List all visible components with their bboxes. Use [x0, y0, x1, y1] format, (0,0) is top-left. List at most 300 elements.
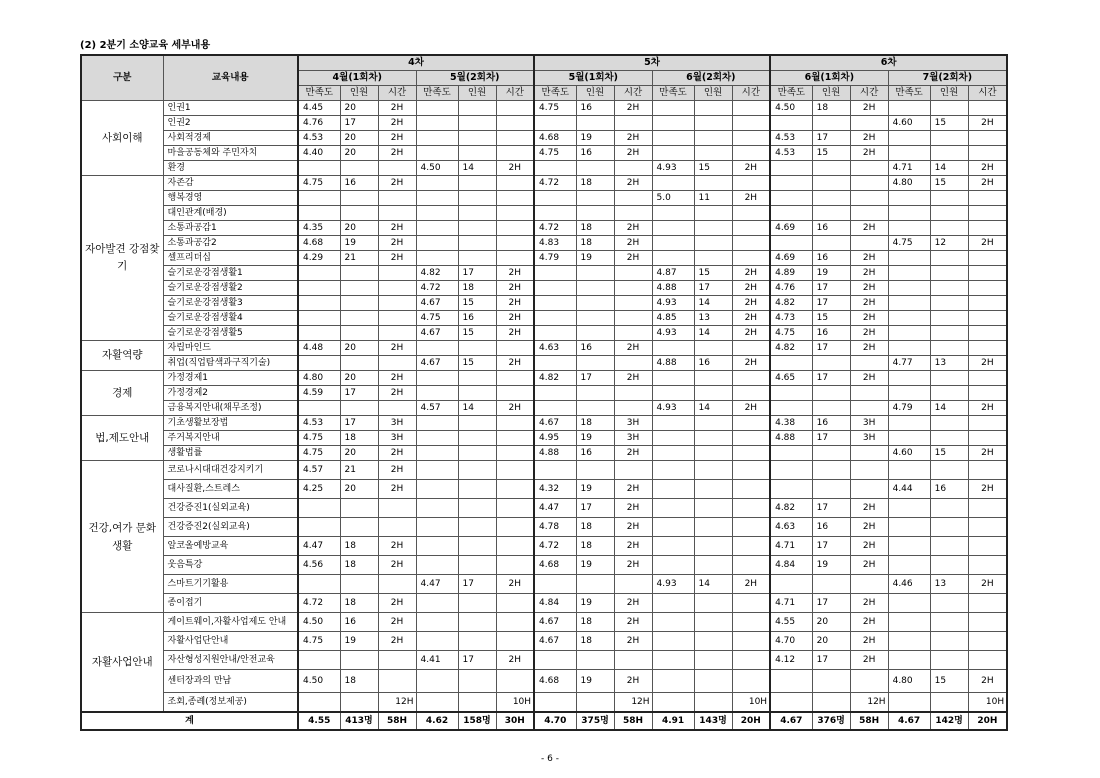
value-cell	[652, 556, 694, 575]
value-cell	[770, 206, 812, 221]
value-cell	[340, 693, 378, 713]
value-cell: 4.72	[416, 281, 458, 296]
value-cell: 4.93	[652, 161, 694, 176]
value-cell	[496, 461, 534, 480]
value-cell	[496, 236, 534, 251]
value-cell: 2H	[614, 518, 652, 537]
value-cell	[732, 416, 770, 431]
value-cell: 2H	[496, 326, 534, 341]
value-cell	[458, 693, 496, 713]
value-cell: 2H	[378, 146, 416, 161]
value-cell: 4.63	[534, 341, 576, 356]
value-cell: 2H	[378, 594, 416, 613]
value-cell	[968, 206, 1007, 221]
table-row	[81, 101, 1007, 116]
value-cell: 4.46	[888, 575, 930, 594]
value-cell: 13	[694, 311, 732, 326]
value-cell: 2H	[732, 161, 770, 176]
value-cell: 14	[458, 401, 496, 416]
value-cell: 2H	[968, 176, 1007, 191]
value-cell	[888, 131, 930, 146]
value-cell	[968, 416, 1007, 431]
header-month: 7월(2회차)	[888, 71, 1007, 86]
value-cell: 16	[812, 221, 850, 236]
value-cell	[652, 146, 694, 161]
value-cell	[614, 461, 652, 480]
value-cell: 2H	[850, 131, 888, 146]
value-cell: 2H	[968, 575, 1007, 594]
value-cell	[416, 116, 458, 131]
value-cell: 4.68	[534, 131, 576, 146]
value-cell	[378, 651, 416, 670]
header-month: 5월(1회차)	[534, 71, 652, 86]
value-cell	[770, 191, 812, 206]
value-cell	[458, 480, 496, 499]
value-cell: 4.82	[770, 499, 812, 518]
value-cell: 4.32	[534, 480, 576, 499]
value-cell: 2H	[850, 266, 888, 281]
value-cell	[496, 176, 534, 191]
content-cell: 스마트기기활용	[163, 575, 298, 594]
value-cell: 4.78	[534, 518, 576, 537]
value-cell	[930, 431, 968, 446]
value-cell: 2H	[614, 341, 652, 356]
header-month: 4월(1회차)	[298, 71, 416, 86]
content-cell: 센터장과의 만남	[163, 670, 298, 693]
value-cell: 14	[930, 161, 968, 176]
value-cell	[694, 416, 732, 431]
total-value: 4.70	[534, 712, 576, 730]
value-cell	[930, 146, 968, 161]
value-cell: 15	[694, 266, 732, 281]
content-cell: 코로나시대대건강지키기	[163, 461, 298, 480]
value-cell	[770, 693, 812, 713]
value-cell: 18	[812, 101, 850, 116]
value-cell: 2H	[732, 401, 770, 416]
content-cell: 슬기로운강점생활2	[163, 281, 298, 296]
value-cell	[576, 461, 614, 480]
header-metric: 인원	[812, 86, 850, 101]
total-value: 58H	[378, 712, 416, 730]
value-cell	[732, 556, 770, 575]
value-cell	[458, 431, 496, 446]
value-cell	[694, 116, 732, 131]
value-cell	[534, 326, 576, 341]
header-month: 5월(2회차)	[416, 71, 534, 86]
value-cell	[534, 161, 576, 176]
value-cell	[458, 251, 496, 266]
value-cell	[732, 176, 770, 191]
value-cell	[930, 221, 968, 236]
value-cell: 4.80	[298, 371, 340, 386]
value-cell: 3H	[614, 431, 652, 446]
value-cell	[614, 401, 652, 416]
table-row	[81, 518, 1007, 537]
value-cell: 4.70	[770, 632, 812, 651]
value-cell	[694, 236, 732, 251]
value-cell	[298, 326, 340, 341]
value-cell	[534, 693, 576, 713]
value-cell	[930, 296, 968, 311]
value-cell: 2H	[378, 613, 416, 632]
value-cell: 12H	[378, 693, 416, 713]
value-cell	[378, 296, 416, 311]
value-cell: 2H	[968, 236, 1007, 251]
table-row	[81, 461, 1007, 480]
value-cell	[378, 499, 416, 518]
value-cell: 12H	[850, 693, 888, 713]
value-cell	[416, 594, 458, 613]
value-cell	[652, 670, 694, 693]
value-cell	[888, 251, 930, 266]
value-cell: 2H	[614, 556, 652, 575]
value-cell	[614, 651, 652, 670]
value-cell	[416, 613, 458, 632]
value-cell	[812, 670, 850, 693]
value-cell: 17	[812, 281, 850, 296]
value-cell	[812, 446, 850, 461]
value-cell: 2H	[968, 401, 1007, 416]
value-cell: 16	[576, 341, 614, 356]
value-cell: 4.50	[416, 161, 458, 176]
value-cell	[652, 480, 694, 499]
value-cell: 18	[576, 537, 614, 556]
value-cell: 19	[812, 556, 850, 575]
value-cell	[694, 221, 732, 236]
value-cell	[416, 131, 458, 146]
value-cell	[968, 296, 1007, 311]
value-cell	[496, 431, 534, 446]
value-cell: 15	[694, 161, 732, 176]
value-cell: 2H	[378, 556, 416, 575]
value-cell: 2H	[968, 446, 1007, 461]
value-cell	[888, 632, 930, 651]
value-cell	[850, 356, 888, 371]
value-cell	[770, 401, 812, 416]
value-cell	[694, 556, 732, 575]
content-cell: 소통과공감1	[163, 221, 298, 236]
value-cell: 10H	[732, 693, 770, 713]
value-cell: 18	[340, 537, 378, 556]
value-cell	[732, 341, 770, 356]
header-metric: 시간	[968, 86, 1007, 101]
value-cell	[340, 575, 378, 594]
value-cell	[458, 206, 496, 221]
value-cell	[458, 146, 496, 161]
value-cell: 2H	[850, 594, 888, 613]
content-cell: 취업(직업탐색과구직기술)	[163, 356, 298, 371]
value-cell: 4.93	[652, 326, 694, 341]
total-value: 4.67	[770, 712, 812, 730]
value-cell	[732, 670, 770, 693]
value-cell: 15	[930, 446, 968, 461]
value-cell: 4.44	[888, 480, 930, 499]
value-cell: 4.72	[298, 594, 340, 613]
value-cell: 2H	[496, 281, 534, 296]
value-cell	[694, 480, 732, 499]
value-cell: 4.76	[770, 281, 812, 296]
value-cell	[652, 632, 694, 651]
value-cell: 4.75	[534, 146, 576, 161]
value-cell: 2H	[850, 371, 888, 386]
value-cell: 4.82	[770, 296, 812, 311]
value-cell	[888, 266, 930, 281]
value-cell: 4.56	[298, 556, 340, 575]
table-row	[81, 613, 1007, 632]
value-cell	[968, 146, 1007, 161]
value-cell	[378, 575, 416, 594]
value-cell: 4.72	[534, 537, 576, 556]
value-cell	[652, 446, 694, 461]
value-cell: 4.87	[652, 266, 694, 281]
table-row	[81, 537, 1007, 556]
value-cell: 2H	[850, 311, 888, 326]
value-cell	[888, 221, 930, 236]
value-cell: 2H	[732, 266, 770, 281]
value-cell: 2H	[968, 356, 1007, 371]
content-cell: 조회,종례(정보제공)	[163, 693, 298, 713]
value-cell: 4.75	[888, 236, 930, 251]
value-cell	[652, 116, 694, 131]
value-cell	[652, 236, 694, 251]
value-cell	[968, 326, 1007, 341]
value-cell: 2H	[850, 556, 888, 575]
value-cell	[652, 537, 694, 556]
content-cell: 종이접기	[163, 594, 298, 613]
value-cell	[812, 480, 850, 499]
value-cell	[930, 341, 968, 356]
value-cell: 20	[812, 613, 850, 632]
value-cell	[340, 161, 378, 176]
value-cell: 4.93	[652, 296, 694, 311]
value-cell: 4.95	[534, 431, 576, 446]
value-cell: 4.53	[298, 416, 340, 431]
value-cell: 19	[576, 131, 614, 146]
value-cell: 17	[812, 594, 850, 613]
value-cell	[968, 131, 1007, 146]
value-cell: 3H	[378, 416, 416, 431]
table-row	[81, 251, 1007, 266]
value-cell: 20	[340, 146, 378, 161]
value-cell	[576, 281, 614, 296]
table-row	[81, 131, 1007, 146]
value-cell: 21	[340, 461, 378, 480]
value-cell: 4.71	[770, 537, 812, 556]
value-cell: 4.84	[770, 556, 812, 575]
value-cell: 19	[576, 480, 614, 499]
table-row	[81, 480, 1007, 499]
value-cell	[614, 386, 652, 401]
value-cell	[458, 116, 496, 131]
value-cell: 2H	[850, 499, 888, 518]
value-cell	[458, 341, 496, 356]
value-cell: 4.69	[770, 221, 812, 236]
value-cell	[576, 575, 614, 594]
value-cell	[298, 266, 340, 281]
value-cell	[534, 296, 576, 311]
value-cell: 20	[812, 632, 850, 651]
value-cell	[968, 341, 1007, 356]
table-row	[81, 594, 1007, 613]
value-cell: 17	[812, 431, 850, 446]
value-cell	[378, 670, 416, 693]
value-cell: 2H	[614, 499, 652, 518]
value-cell	[930, 266, 968, 281]
value-cell	[888, 693, 930, 713]
value-cell	[770, 575, 812, 594]
value-cell	[694, 386, 732, 401]
value-cell: 4.72	[534, 176, 576, 191]
value-cell	[732, 116, 770, 131]
total-value: 58H	[614, 712, 652, 730]
value-cell	[496, 480, 534, 499]
value-cell: 17	[812, 499, 850, 518]
value-cell	[850, 116, 888, 131]
value-cell	[930, 632, 968, 651]
value-cell	[496, 518, 534, 537]
value-cell	[458, 416, 496, 431]
value-cell	[968, 537, 1007, 556]
value-cell	[576, 326, 614, 341]
value-cell: 17	[458, 266, 496, 281]
category-cell: 자아발견 강점찾기	[81, 176, 163, 341]
table-row	[81, 341, 1007, 356]
total-value: 30H	[496, 712, 534, 730]
header-gubun: 구분	[81, 55, 163, 101]
value-cell	[732, 236, 770, 251]
value-cell: 14	[694, 296, 732, 311]
value-cell: 18	[576, 221, 614, 236]
value-cell	[340, 266, 378, 281]
value-cell	[968, 221, 1007, 236]
value-cell: 4.40	[298, 146, 340, 161]
value-cell: 2H	[378, 461, 416, 480]
header-metric: 인원	[458, 86, 496, 101]
content-cell: 행복경영	[163, 191, 298, 206]
value-cell	[576, 401, 614, 416]
table-row	[81, 499, 1007, 518]
value-cell: 19	[576, 431, 614, 446]
table-row	[81, 296, 1007, 311]
value-cell: 2H	[614, 537, 652, 556]
value-cell: 15	[812, 146, 850, 161]
value-cell: 2H	[850, 537, 888, 556]
value-cell: 17	[812, 341, 850, 356]
value-cell: 2H	[732, 356, 770, 371]
value-cell	[458, 537, 496, 556]
value-cell	[576, 386, 614, 401]
content-cell: 슬기로운강점생활4	[163, 311, 298, 326]
value-cell: 18	[576, 416, 614, 431]
value-cell	[340, 518, 378, 537]
value-cell	[340, 651, 378, 670]
value-cell	[770, 386, 812, 401]
value-cell: 2H	[614, 613, 652, 632]
content-cell: 인권1	[163, 101, 298, 116]
value-cell: 18	[458, 281, 496, 296]
value-cell: 4.53	[298, 131, 340, 146]
value-cell	[968, 281, 1007, 296]
value-cell: 4.71	[770, 594, 812, 613]
value-cell	[458, 386, 496, 401]
value-cell: 2H	[968, 116, 1007, 131]
value-cell: 4.67	[416, 296, 458, 311]
value-cell: 4.12	[770, 651, 812, 670]
value-cell: 4.29	[298, 251, 340, 266]
table-row	[81, 401, 1007, 416]
value-cell: 15	[930, 176, 968, 191]
value-cell: 17	[694, 281, 732, 296]
value-cell	[850, 670, 888, 693]
value-cell	[652, 499, 694, 518]
value-cell	[496, 632, 534, 651]
value-cell	[496, 499, 534, 518]
value-cell	[458, 101, 496, 116]
table-row	[81, 632, 1007, 651]
value-cell: 20	[340, 131, 378, 146]
value-cell	[416, 480, 458, 499]
value-cell	[458, 236, 496, 251]
value-cell	[576, 311, 614, 326]
value-cell	[340, 401, 378, 416]
content-cell: 게이트웨이,자활사업제도 안내	[163, 613, 298, 632]
value-cell: 4.79	[888, 401, 930, 416]
value-cell	[340, 311, 378, 326]
total-value: 375명	[576, 712, 614, 730]
value-cell	[732, 206, 770, 221]
value-cell: 20	[340, 221, 378, 236]
total-value: 158명	[458, 712, 496, 730]
value-cell	[694, 146, 732, 161]
value-cell: 4.72	[534, 221, 576, 236]
value-cell	[416, 499, 458, 518]
value-cell	[534, 116, 576, 131]
value-cell: 4.77	[888, 356, 930, 371]
value-cell	[298, 161, 340, 176]
value-cell: 4.80	[888, 176, 930, 191]
value-cell	[888, 311, 930, 326]
value-cell	[968, 251, 1007, 266]
value-cell	[458, 371, 496, 386]
header-month: 6월(2회차)	[652, 71, 770, 86]
value-cell	[416, 146, 458, 161]
value-cell	[812, 575, 850, 594]
value-cell: 17	[340, 416, 378, 431]
value-cell	[496, 191, 534, 206]
value-cell: 18	[340, 556, 378, 575]
header-metric: 만족도	[770, 86, 812, 101]
value-cell	[694, 461, 732, 480]
value-cell	[458, 556, 496, 575]
value-cell	[378, 518, 416, 537]
value-cell	[378, 206, 416, 221]
value-cell	[614, 296, 652, 311]
value-cell: 17	[458, 575, 496, 594]
value-cell	[732, 371, 770, 386]
value-cell	[534, 311, 576, 326]
value-cell	[416, 386, 458, 401]
header-metric: 인원	[694, 86, 732, 101]
value-cell: 2H	[496, 356, 534, 371]
category-cell: 자활역량	[81, 341, 163, 371]
value-cell: 16	[576, 446, 614, 461]
value-cell	[298, 499, 340, 518]
value-cell	[534, 575, 576, 594]
value-cell	[968, 386, 1007, 401]
value-cell: 17	[576, 371, 614, 386]
value-cell: 2H	[732, 191, 770, 206]
value-cell	[888, 206, 930, 221]
